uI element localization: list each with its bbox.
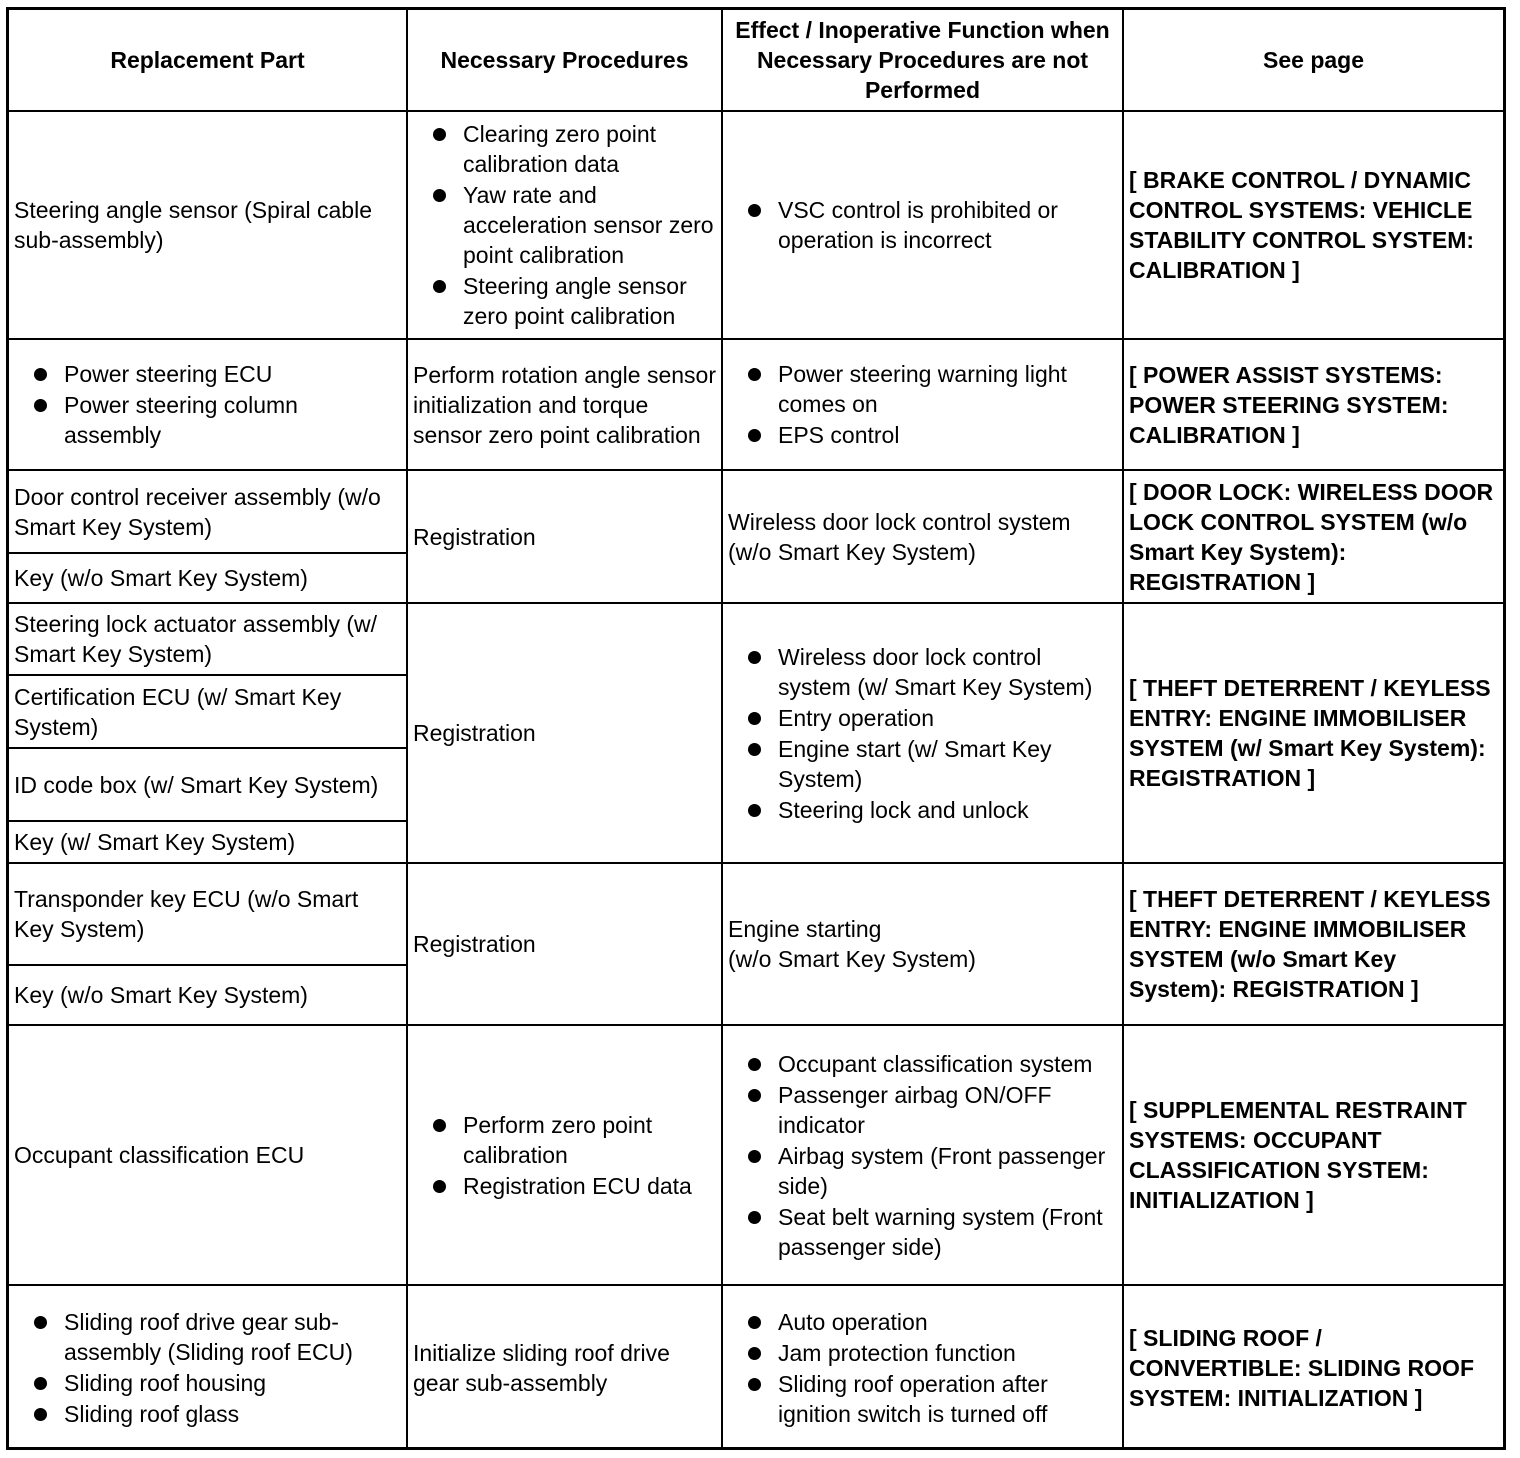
- bullet-icon: [748, 1316, 761, 1329]
- procedures-cell: Perform rotation angle sensor initialization and torque sensor zero point calibration: [407, 339, 722, 470]
- see-page-cell: [ THEFT DETERRENT / KEYLESS ENTRY: ENGINE IMMOBILISER SYSTEM (w/ Smart Key System): REGISTRATION ]: [1123, 603, 1503, 863]
- list-item: Sliding roof operation after ignition switch is turned off: [728, 1369, 1117, 1429]
- bullet-icon: [748, 1378, 761, 1391]
- bullet-icon: [748, 204, 761, 217]
- effect-cell: [722, 863, 1123, 1025]
- bullet-icon: [34, 1408, 47, 1421]
- list-item: Jam protection function: [728, 1338, 1117, 1368]
- list-item: Passenger airbag ON/OFF indicator: [728, 1080, 1117, 1140]
- bullet-icon: [748, 1058, 761, 1071]
- see-page-cell: [ THEFT DETERRENT / KEYLESS ENTRY: ENGINE IMMOBILISER SYSTEM (w/o Smart Key System): REGISTRATION ]: [1123, 863, 1503, 1025]
- see-page-cell: [ DOOR LOCK: WIRELESS DOOR LOCK CONTROL SYSTEM (w/o Smart Key System): REGISTRATION ]: [1123, 470, 1503, 603]
- bullet-icon: [748, 1150, 761, 1163]
- effect-cell: [722, 1285, 1123, 1450]
- replacement-part-cell: Steering angle sensor (Spiral cable sub-assembly): [9, 111, 407, 339]
- list-item: Power steering ECU: [14, 359, 401, 389]
- header-effect: Effect / Inoperative Function when Necessary Procedures are not Performed: [722, 10, 1123, 111]
- header-see-page: See page: [1123, 10, 1503, 111]
- bullet-icon: [433, 1180, 446, 1193]
- list-item: Engine start (w/ Smart Key System): [728, 734, 1117, 794]
- replacement-part-cell: Steering lock actuator assembly (w/ Smart Key System): [9, 603, 407, 675]
- bullet-icon: [433, 1119, 446, 1132]
- procedures-cell: Registration: [407, 470, 722, 603]
- procedures-cell: [407, 111, 722, 339]
- list-item: Sliding roof glass: [14, 1399, 401, 1429]
- bullet-icon: [34, 368, 47, 381]
- see-page-cell: [ POWER ASSIST SYSTEMS: POWER STEERING SYSTEM: CALIBRATION ]: [1123, 339, 1503, 470]
- bullet-icon: [748, 368, 761, 381]
- bullet-icon: [748, 712, 761, 725]
- bullet-icon: [433, 189, 446, 202]
- bullet-icon: [433, 280, 446, 293]
- bullet-icon: [748, 743, 761, 756]
- replacement-procedures-table-frame: [6, 7, 1506, 1450]
- bullet-icon: [34, 399, 47, 412]
- replacement-part-cell: [9, 1285, 407, 1450]
- table-row: [9, 339, 1503, 470]
- replacement-part-cell: Door control receiver assembly (w/o Smart Key System): [9, 470, 407, 553]
- replacement-part-cell: Occupant classification ECU: [9, 1025, 407, 1285]
- see-page-cell: [ BRAKE CONTROL / DYNAMIC CONTROL SYSTEMS: VEHICLE STABILITY CONTROL SYSTEM: CALIBRATION ]: [1123, 111, 1503, 339]
- effect-cell: [722, 1025, 1123, 1285]
- effect-line: Engine starting: [728, 916, 882, 942]
- replacement-part-cell: Certification ECU (w/ Smart Key System): [9, 675, 407, 748]
- bullet-icon: [748, 1347, 761, 1360]
- list-item: Perform zero point calibration: [413, 1110, 716, 1170]
- list-item: Steering lock and unlock: [728, 795, 1117, 825]
- table-row: [9, 1025, 1503, 1285]
- list-item: Entry operation: [728, 703, 1117, 733]
- bullet-icon: [433, 128, 446, 141]
- procedures-cell: [407, 1025, 722, 1285]
- bullet-icon: [34, 1316, 47, 1329]
- bullet-icon: [748, 429, 761, 442]
- replacement-part-cell: [9, 339, 407, 470]
- list-item: Airbag system (Front passenger side): [728, 1141, 1117, 1201]
- see-page-cell: [ SUPPLEMENTAL RESTRAINT SYSTEMS: OCCUPANT CLASSIFICATION SYSTEM: INITIALIZATION ]: [1123, 1025, 1503, 1285]
- header-row: [9, 10, 1503, 111]
- effect-line: (w/o Smart Key System): [728, 946, 976, 972]
- list-item: Yaw rate and acceleration sensor zero point calibration: [413, 180, 716, 270]
- replacement-procedures-table: [9, 10, 1503, 1450]
- bullet-icon: [748, 804, 761, 817]
- replacement-part-cell: ID code box (w/ Smart Key System): [9, 748, 407, 821]
- list-item: Seat belt warning system (Front passenger side): [728, 1202, 1117, 1262]
- bullet-icon: [748, 1089, 761, 1102]
- replacement-part-cell: Key (w/ Smart Key System): [9, 821, 407, 863]
- table-row: [9, 1285, 1503, 1450]
- list-item: Steering angle sensor zero point calibration: [413, 271, 716, 331]
- bullet-icon: [748, 1211, 761, 1224]
- list-item: Power steering warning light comes on: [728, 359, 1117, 419]
- list-item: Occupant classification system: [728, 1049, 1117, 1079]
- list-item: Clearing zero point calibration data: [413, 119, 716, 179]
- replacement-part-cell: Transponder key ECU (w/o Smart Key System): [9, 863, 407, 965]
- effect-cell: [722, 339, 1123, 470]
- table-row: [9, 863, 1503, 965]
- see-page-cell: [ SLIDING ROOF / CONVERTIBLE: SLIDING ROOF SYSTEM: INITIALIZATION ]: [1123, 1285, 1503, 1450]
- procedures-cell: Registration: [407, 603, 722, 863]
- list-item: Sliding roof housing: [14, 1368, 401, 1398]
- procedures-cell: Initialize sliding roof drive gear sub-assembly: [407, 1285, 722, 1450]
- table-row: [9, 603, 1503, 675]
- list-item: Power steering column assembly: [14, 390, 401, 450]
- effect-cell: [722, 111, 1123, 339]
- list-item: Wireless door lock control system (w/ Smart Key System): [728, 642, 1117, 702]
- bullet-icon: [34, 1377, 47, 1390]
- table-row: [9, 111, 1503, 339]
- effect-cell: Wireless door lock control system (w/o Smart Key System): [722, 470, 1123, 603]
- list-item: VSC control is prohibited or operation is incorrect: [728, 195, 1117, 255]
- list-item: EPS control: [728, 420, 1117, 450]
- replacement-part-cell: Key (w/o Smart Key System): [9, 553, 407, 603]
- list-item: Auto operation: [728, 1307, 1117, 1337]
- table-row: [9, 470, 1503, 553]
- list-item: Sliding roof drive gear sub-assembly (Sliding roof ECU): [14, 1307, 401, 1367]
- procedures-cell: Registration: [407, 863, 722, 1025]
- replacement-part-cell: Key (w/o Smart Key System): [9, 965, 407, 1025]
- list-item: Registration ECU data: [413, 1171, 716, 1201]
- header-replacement-part: Replacement Part: [9, 10, 407, 111]
- bullet-icon: [748, 651, 761, 664]
- header-necessary-procedures: Necessary Procedures: [407, 10, 722, 111]
- effect-cell: [722, 603, 1123, 863]
